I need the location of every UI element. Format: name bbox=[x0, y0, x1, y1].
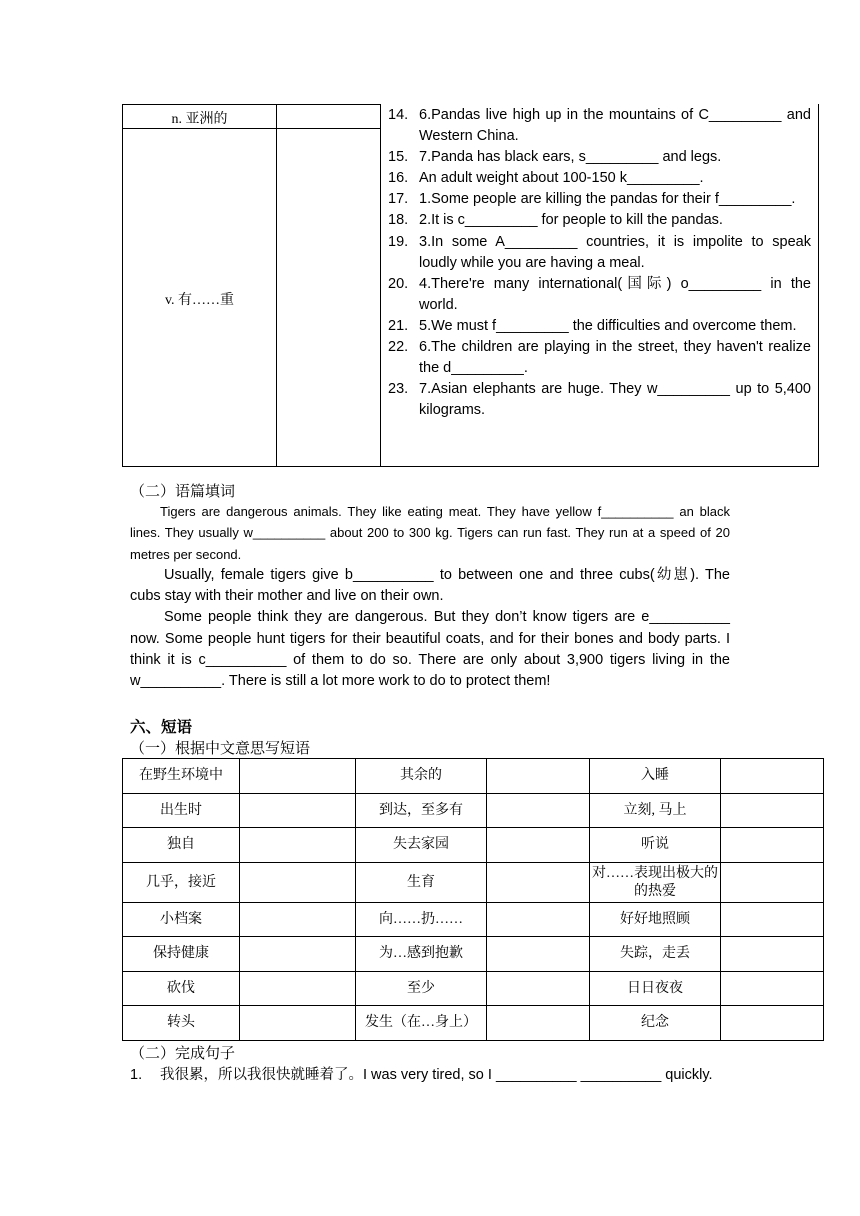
phrase-cell: 向……扔…… bbox=[356, 903, 487, 937]
cloze-paragraph-3: Some people think they are dangerous. But they don’t know tigers are e__________ now. Some people hunt tigers for their beautiful coats, and for their bones and body parts. I think it is c__________ of them to do so. There are only about 3,900 tigers living in the w__________. There is still a lot more work to do to protect them! bbox=[130, 609, 730, 690]
answer-cell[interactable] bbox=[487, 937, 590, 972]
answer-cell[interactable] bbox=[721, 794, 824, 828]
phrase-cell: 好好地照顾 bbox=[590, 903, 721, 937]
cloze-paragraph-2: Usually, female tigers give b__________ to between one and three cubs(幼崽). The cubs stay with their mother and live on their own. bbox=[130, 566, 730, 605]
phrase-cell: 至少 bbox=[356, 972, 487, 1006]
answer-cell[interactable] bbox=[487, 903, 590, 937]
section-title: 六、短语 bbox=[130, 719, 193, 736]
list-item: 23. 7.Asian elephants are huge. They w_________ up to 5,400 kilograms. bbox=[388, 381, 811, 419]
answer-cell[interactable] bbox=[240, 1006, 356, 1041]
answer-cell[interactable] bbox=[240, 937, 356, 972]
answer-cell[interactable] bbox=[240, 794, 356, 828]
list-item: 15. 7.Panda has black ears, s_________ and legs. bbox=[388, 149, 722, 166]
phrases-heading: （一）根据中文意思写短语 bbox=[130, 741, 311, 757]
answer-cell[interactable] bbox=[721, 903, 824, 937]
vocab-row-1-chinese: n. 亚洲的 bbox=[171, 112, 228, 127]
cloze-heading: （二）语篇填词 bbox=[130, 484, 236, 500]
table-row bbox=[123, 903, 824, 937]
phrase-cell: 砍伐 bbox=[123, 972, 240, 1006]
phrase-cell: 发生（在…身上） bbox=[356, 1006, 487, 1041]
phrase-table bbox=[122, 758, 824, 1041]
phrase-cell: 几乎，接近 bbox=[123, 863, 240, 903]
list-item: 20. 4.There're many international(国际) o_________ in the world. bbox=[388, 275, 811, 313]
table-row bbox=[123, 1006, 824, 1041]
answer-cell[interactable] bbox=[721, 828, 824, 863]
phrase-cell: 转头 bbox=[123, 1006, 240, 1041]
answer-cell[interactable] bbox=[240, 903, 356, 937]
complete-sentences-list bbox=[130, 1065, 740, 1086]
phrase-cell: 生育 bbox=[356, 863, 487, 903]
phrase-cell: 失踪，走丢 bbox=[590, 937, 721, 972]
phrase-cell: 失去家园 bbox=[356, 828, 487, 863]
list-item: 21. 5.We must f_________ the difficulties and overcome them. bbox=[388, 317, 797, 334]
answer-cell[interactable] bbox=[721, 759, 824, 794]
cloze-passage bbox=[130, 501, 730, 693]
list-item: 16. An adult weight about 100-150 k_________. bbox=[388, 170, 704, 187]
answer-cell[interactable] bbox=[487, 863, 590, 903]
answer-cell[interactable] bbox=[240, 759, 356, 794]
phrase-cell: 为…感到抱歉 bbox=[356, 937, 487, 972]
phrase-cell: 纪念 bbox=[590, 1006, 721, 1041]
phrase-cell: 入睡 bbox=[590, 759, 721, 794]
list-item: 19. 3.In some A_________ countries, it is impolite to speak loudly while you are having a meal. bbox=[388, 233, 811, 271]
phrase-cell: 保持健康 bbox=[123, 937, 240, 972]
list-item: 1. 我很累，所以我很快就睡着了。I was very tired, so I __________ __________ quickly. bbox=[130, 1067, 713, 1083]
complete-sentences-heading: （二）完成句子 bbox=[130, 1046, 236, 1062]
answer-cell[interactable] bbox=[487, 1006, 590, 1041]
table-row bbox=[123, 937, 824, 972]
answer-cell[interactable] bbox=[721, 1006, 824, 1041]
table-row bbox=[123, 794, 824, 828]
phrase-cell: 在野生环境中 bbox=[123, 759, 240, 794]
phrase-cell: 日日夜夜 bbox=[590, 972, 721, 1006]
table-row bbox=[123, 828, 824, 863]
answer-cell[interactable] bbox=[240, 828, 356, 863]
answer-cell[interactable] bbox=[487, 794, 590, 828]
answer-cell[interactable] bbox=[487, 759, 590, 794]
table-row bbox=[123, 863, 824, 903]
phrase-cell: 独自 bbox=[123, 828, 240, 863]
list-item: 17. 1.Some people are killing the pandas for their f_________. bbox=[388, 191, 796, 208]
phrase-cell: 立刻, 马上 bbox=[590, 794, 721, 828]
phrase-cell: 小档案 bbox=[123, 903, 240, 937]
cloze-paragraph-1: Tigers are dangerous animals. They like eating meat. They have yellow f__________ an black lines. They usually w__________ about 200 to 300 kg. Tigers can run fast. They run at a speed of 20 metres per second. bbox=[130, 504, 730, 562]
phrase-cell: 听说 bbox=[590, 828, 721, 863]
list-item: 22. 6.The children are playing in the street, they haven't realize the d_________. bbox=[388, 339, 811, 377]
answer-cell[interactable] bbox=[240, 972, 356, 1006]
table-row bbox=[123, 972, 824, 1006]
answer-cell[interactable] bbox=[721, 937, 824, 972]
list-item: 14. 6.Pandas live high up in the mountains of C_________ and Western China. bbox=[388, 107, 811, 145]
answer-cell[interactable] bbox=[487, 828, 590, 863]
answer-cell[interactable] bbox=[721, 863, 824, 903]
phrase-cell: 其余的 bbox=[356, 759, 487, 794]
list-item: 18. 2.It is c_________ for people to kill the pandas. bbox=[388, 212, 723, 229]
vocab-row-2-chinese: v. 有……重 bbox=[164, 293, 235, 308]
table-row bbox=[123, 759, 824, 794]
answer-cell[interactable] bbox=[721, 972, 824, 1006]
answer-cell[interactable] bbox=[487, 972, 590, 1006]
answer-cell[interactable] bbox=[240, 863, 356, 903]
vocab-sentence-list bbox=[388, 105, 811, 421]
phrase-cell: 对……表现出极大的的热爱 bbox=[590, 863, 721, 903]
phrase-cell: 出生时 bbox=[123, 794, 240, 828]
phrase-cell: 到达，至多有 bbox=[356, 794, 487, 828]
